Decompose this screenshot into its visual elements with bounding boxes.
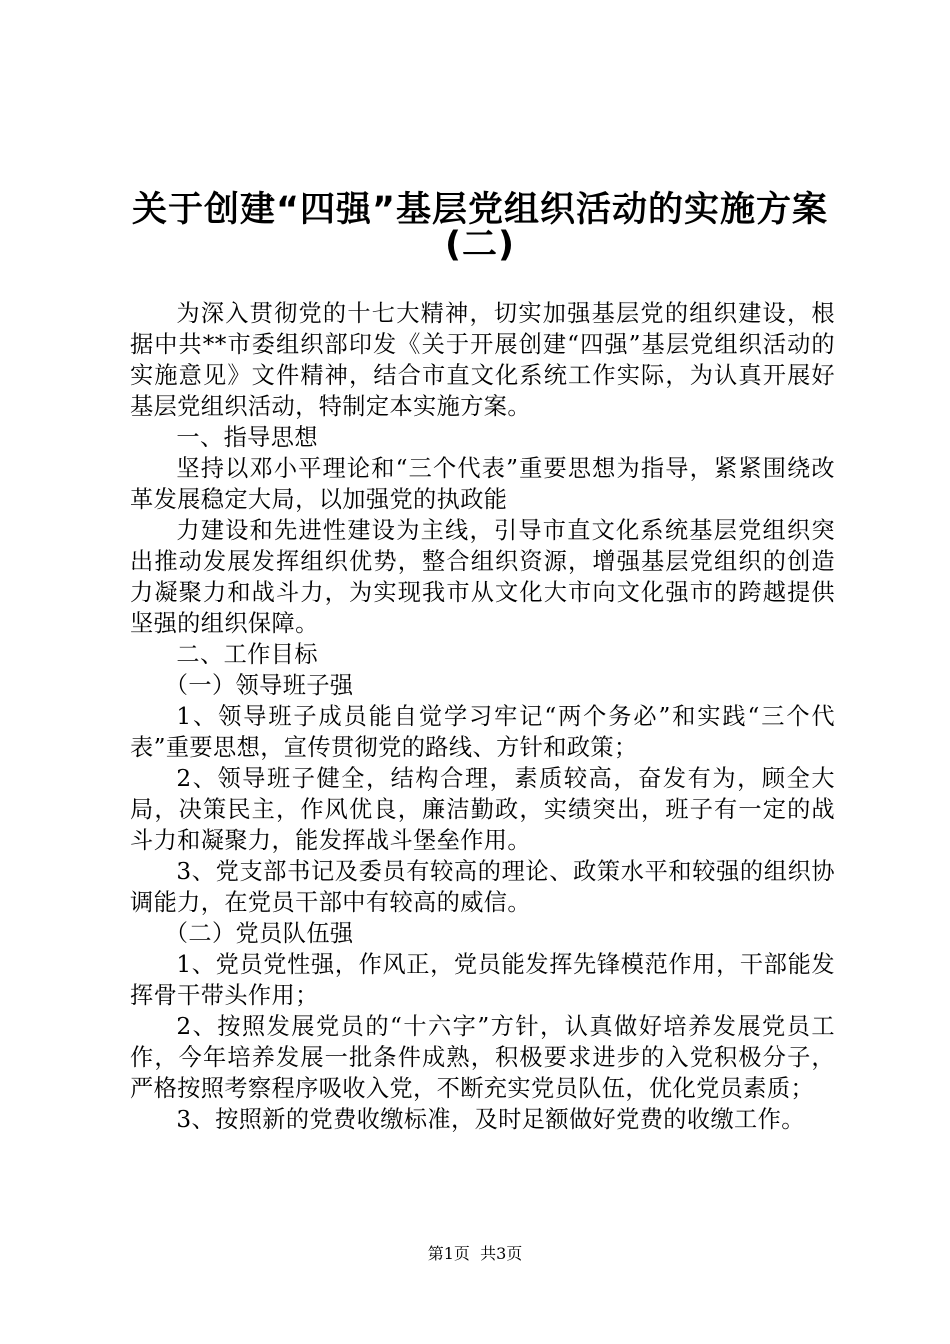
- list-item: 1、领导班子成员能自觉学习牢记“两个务必”和实践“三个代表”重要思想，宣传贯彻党的路线、方针和政策；: [130, 703, 835, 761]
- subsection-heading: （一）领导班子强: [164, 672, 354, 699]
- list-item: 2、领导班子健全，结构合理，素质较高，奋发有为，顾全大局，决策民主，作风优良，廉洁勤政，实绩突出，班子有一定的战斗力和凝聚力，能发挥战斗堡垒作用。: [130, 765, 835, 854]
- list-item: 3、按照新的党费收缴标准，及时足额做好党费的收缴工作。: [176, 1106, 805, 1133]
- list-item: 1、党员党性强，作风正，党员能发挥先锋模范作用，干部能发挥骨干带头作用；: [130, 951, 835, 1009]
- page-number-footer: 第1页 共3页: [427, 1244, 523, 1263]
- section-heading: 一、指导思想: [176, 424, 318, 451]
- section-heading: 二、工作目标: [176, 641, 318, 668]
- body-paragraph: 坚持以邓小平理论和“三个代表”重要思想为指导，紧紧围绕改革发展稳定大局，以加强党的执政能: [130, 455, 835, 513]
- intro-paragraph: 为深入贯彻党的十七大精神，切实加强基层党的组织建设，根据中共**市委组织部印发《关于开展创建“四强”基层党组织活动的实施意见》文件精神，结合市直文化系统工作实际，为认真开展好基层党组织活动，特制定本实施方案。: [130, 300, 835, 420]
- subsection-heading: （二）党员队伍强: [164, 920, 354, 947]
- document-title-suffix: (二): [445, 225, 515, 265]
- body-paragraph: 力建设和先进性建设为主线，引导市直文化系统基层党组织突出推动发展发挥组织优势，整合组织资源，增强基层党组织的创造力凝聚力和战斗力，为实现我市从文化大市向文化强市的跨越提供坚强的组织保障。: [130, 517, 835, 637]
- list-item: 3、党支部书记及委员有较高的理论、政策水平和较强的组织协调能力，在党员干部中有较高的威信。: [130, 858, 835, 916]
- list-item: 2、按照发展党员的“十六字”方针，认真做好培养发展党员工作，今年培养发展一批条件成熟，积极要求进步的入党积极分子，严格按照考察程序吸收入党，不断充实党员队伍，优化党员素质；: [130, 1013, 835, 1102]
- document-body: [130, 298, 835, 1135]
- document-title: 关于创建“四强”基层党组织活动的实施方案: [131, 190, 828, 230]
